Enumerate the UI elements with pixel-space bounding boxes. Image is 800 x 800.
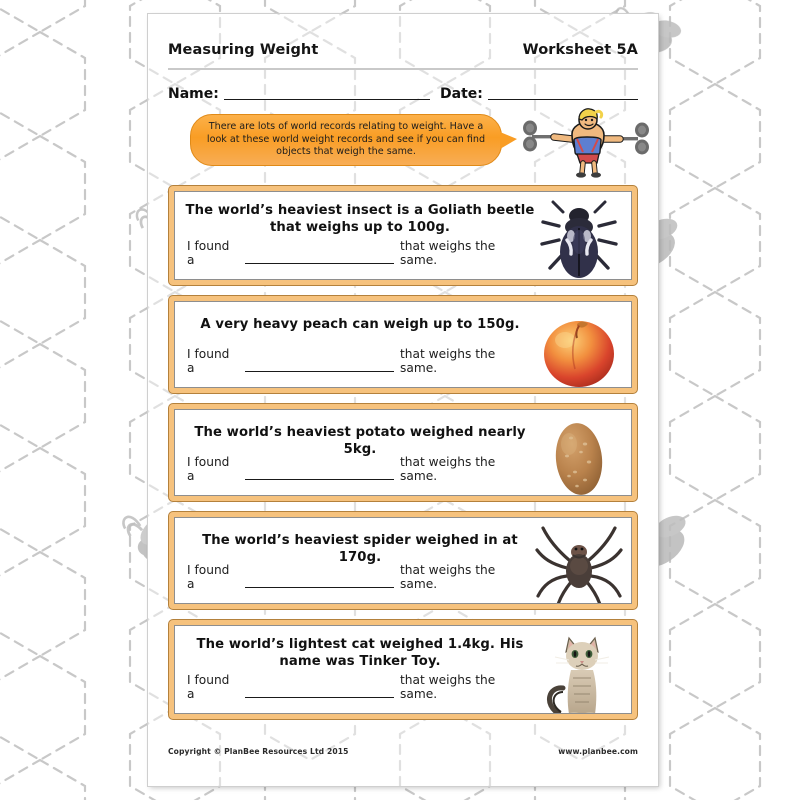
date-label: Date: (440, 86, 483, 102)
answer-suffix: that weighs the same. (400, 239, 496, 267)
goliath-beetle-image (533, 196, 625, 280)
name-date-row (168, 77, 638, 103)
answer-suffix: that weighs the same. (400, 563, 496, 591)
weightlifter-character-icon (520, 108, 652, 180)
worksheet-header (168, 32, 638, 70)
speech-bubble-tail-icon (500, 132, 517, 149)
date-input[interactable] (488, 99, 638, 100)
worksheet-number: Worksheet 5A (522, 42, 638, 58)
name-label: Name: (168, 86, 219, 102)
answer-prefix: I found a (187, 347, 230, 375)
answer-prefix: I found a (187, 673, 230, 701)
task-item (168, 619, 638, 720)
page-title: Measuring Weight (168, 42, 319, 58)
intro-text: There are lots of world records relating to weight. Have a look at these world weight records and see if you can find objects that weigh the same. (206, 121, 486, 158)
intro-row (168, 112, 638, 176)
task-item (168, 185, 638, 286)
answer-row (187, 239, 535, 267)
task-statement: The world’s lightest cat weighed 1.4kg. His name was Tinker Toy. (196, 637, 524, 669)
spider-image (533, 522, 625, 604)
website-link[interactable]: www.planbee.com (558, 747, 638, 756)
answer-prefix: I found a (187, 563, 230, 591)
answer-input[interactable] (245, 576, 394, 588)
worksheet-page (148, 14, 658, 786)
potato-image (533, 414, 625, 496)
answer-row (187, 347, 535, 375)
answer-row (187, 563, 535, 591)
dumbbell-left-icon (523, 121, 554, 152)
intro-speech-bubble (190, 114, 502, 166)
task-statement: A very heavy peach can weigh up to 150g. (200, 317, 520, 332)
answer-prefix: I found a (187, 239, 230, 267)
task-item (168, 295, 638, 394)
answer-prefix: I found a (187, 455, 230, 483)
task-statement: The world’s heaviest spider weighed in at 170g. (202, 533, 518, 565)
task-statement: The world’s heaviest potato weighed nearly 5kg. (194, 425, 526, 457)
answer-input[interactable] (245, 360, 394, 372)
answer-input[interactable] (245, 252, 394, 264)
name-input[interactable] (224, 99, 430, 100)
answer-input[interactable] (245, 468, 394, 480)
page-footer (168, 747, 638, 756)
task-item (168, 403, 638, 502)
answer-suffix: that weighs the same. (400, 673, 496, 701)
answer-row (187, 455, 535, 483)
copyright-text: Copyright © PlanBee Resources Ltd 2015 (168, 747, 349, 756)
task-item (168, 511, 638, 610)
task-statement: The world’s heaviest insect is a Goliath beetle that weighs up to 100g. (185, 203, 535, 235)
answer-input[interactable] (245, 686, 394, 698)
cat-image (533, 630, 625, 714)
peach-image (533, 306, 625, 388)
answer-suffix: that weighs the same. (400, 455, 496, 483)
answer-suffix: that weighs the same. (400, 347, 496, 375)
answer-row (187, 673, 535, 701)
